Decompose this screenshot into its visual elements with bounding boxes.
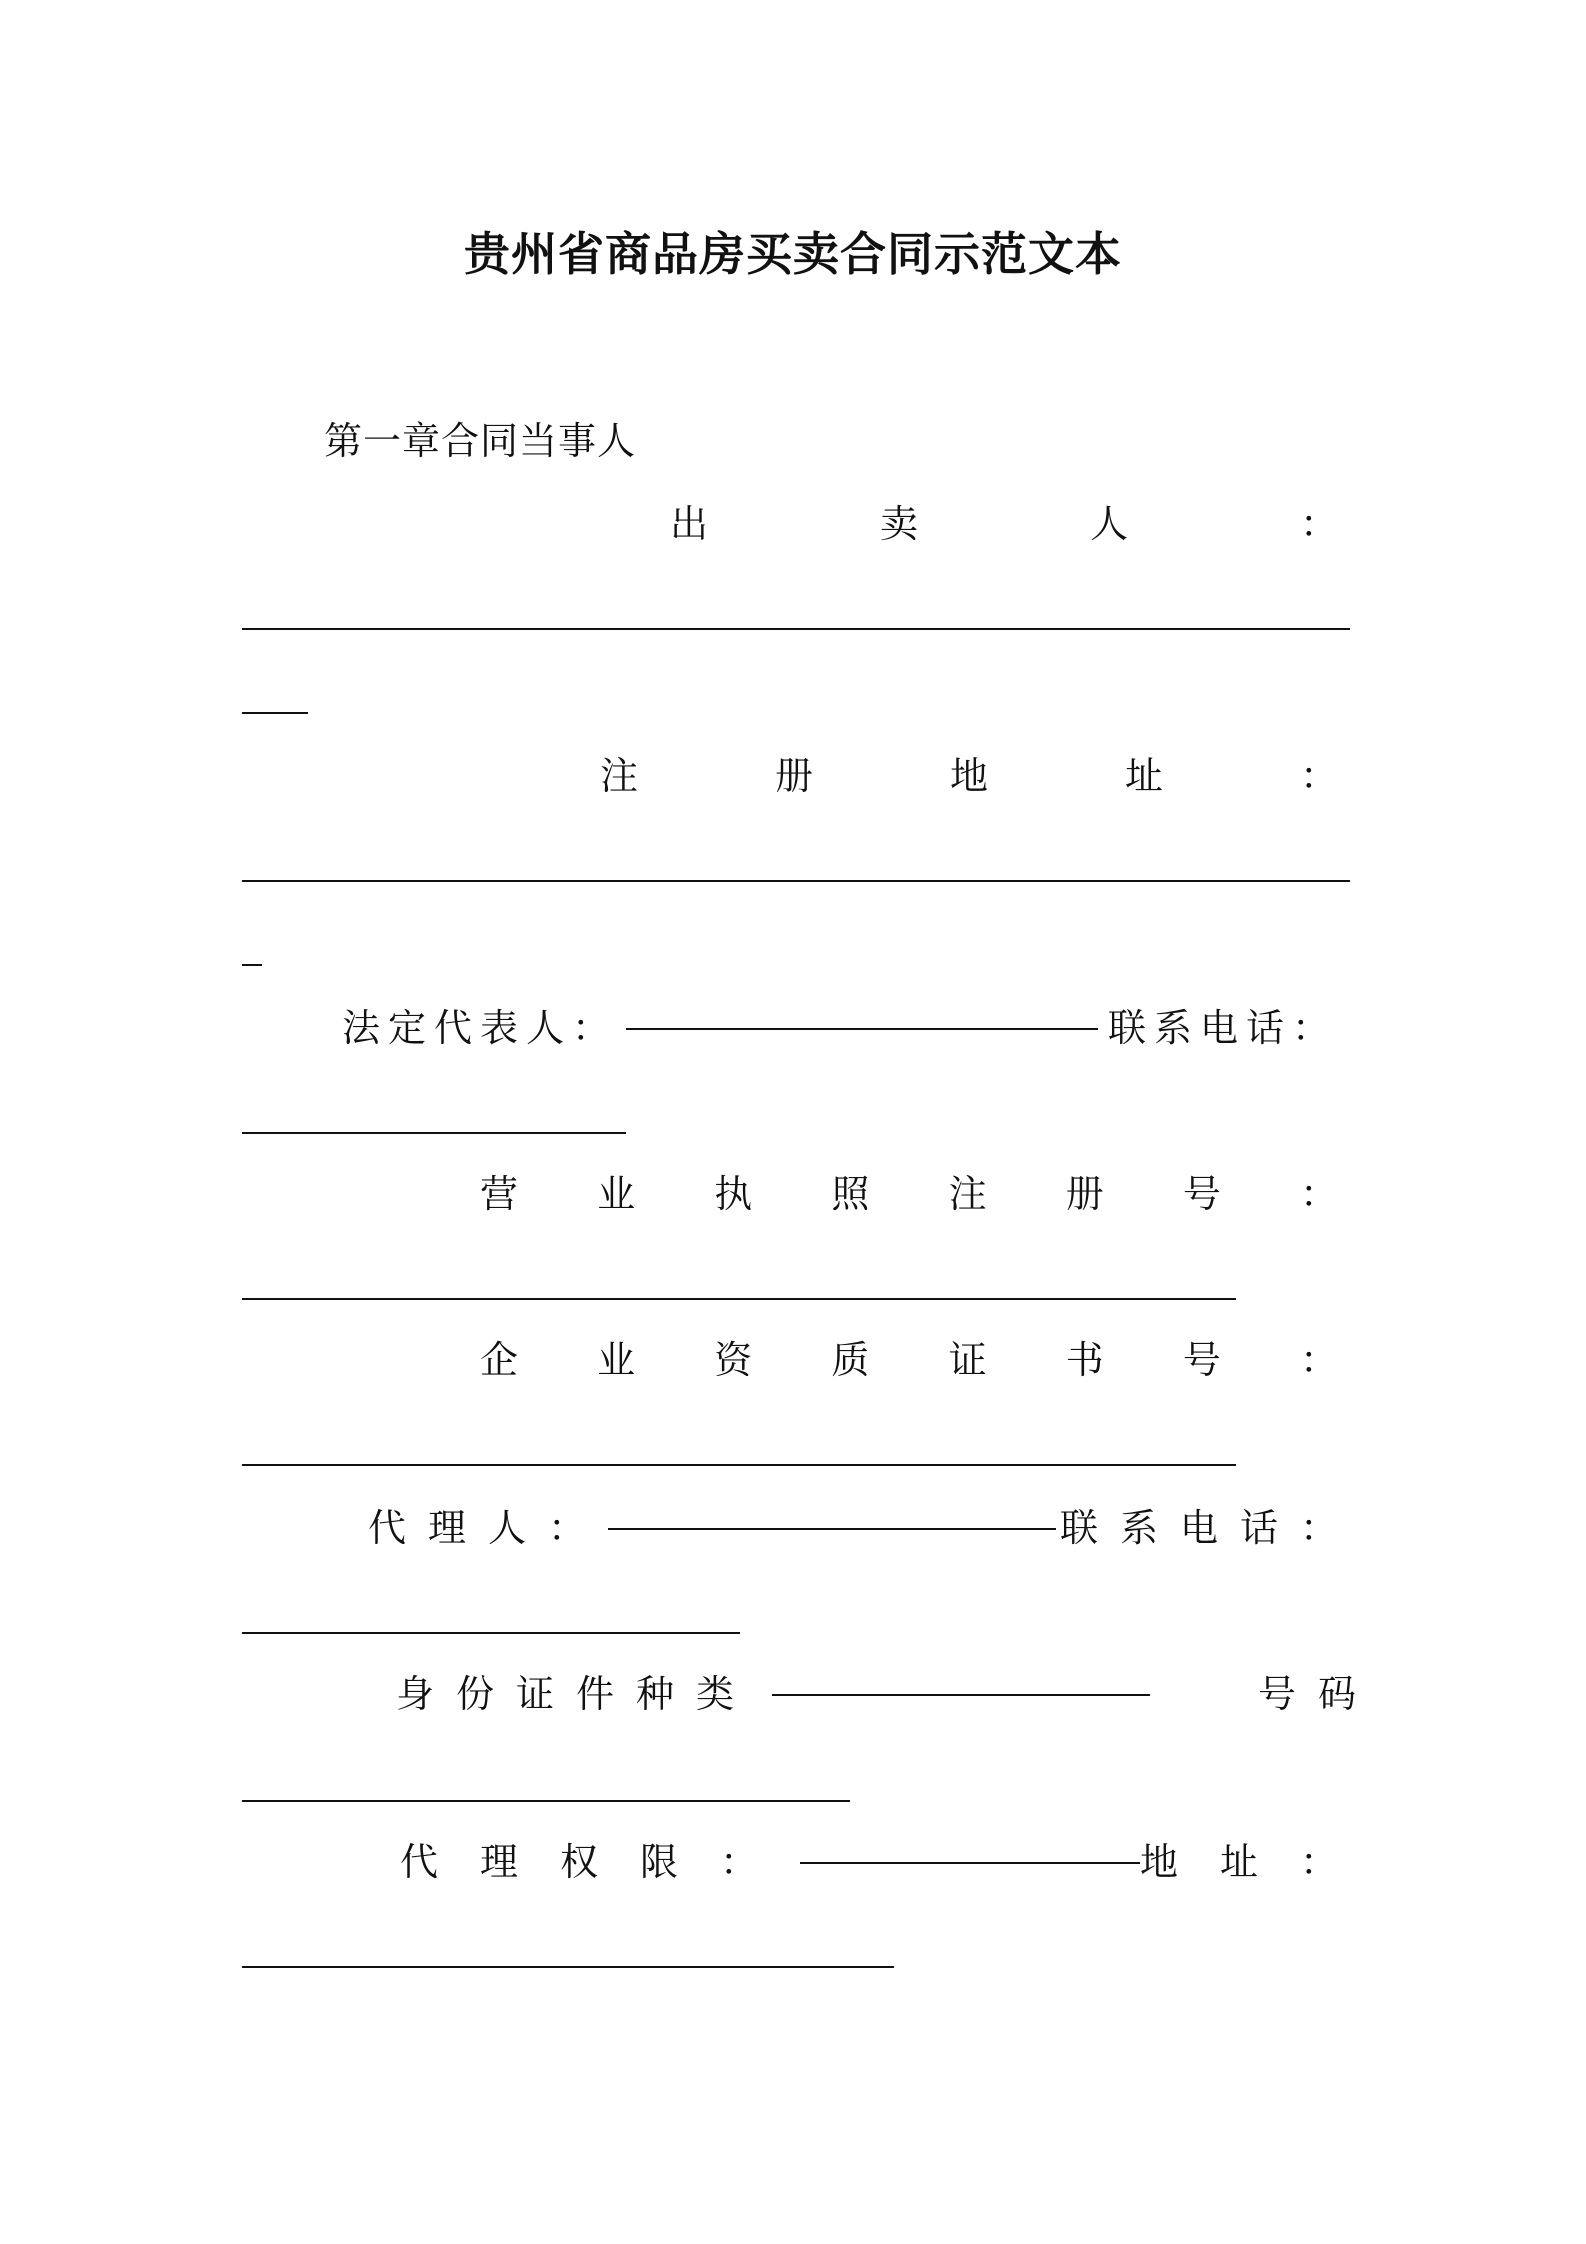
registered-address-blank-line-continued[interactable] (242, 964, 262, 966)
registered-address-label-char: 注 (600, 753, 639, 798)
business-license-label-char: 注 (948, 1171, 987, 1216)
qualification-label-char: 业 (597, 1337, 636, 1382)
id-doc-type-blank[interactable] (772, 1694, 1150, 1696)
seller-blank-line[interactable] (242, 628, 1350, 630)
business-license-label-char: 号 (1182, 1171, 1221, 1216)
legal-rep-label: 法定代表人： (342, 1005, 619, 1050)
qualification-label-char: 质 (831, 1337, 870, 1382)
business-license-label-row (480, 1160, 1338, 1220)
agent-label: 代理人： (368, 1505, 609, 1550)
agent-blank[interactable] (608, 1528, 1056, 1530)
seller-label-char: 卖 (879, 501, 918, 546)
legal-rep-row (342, 994, 1338, 1054)
qualification-label-char: 书 (1065, 1337, 1104, 1382)
legal-rep-phone-blank[interactable] (242, 1132, 626, 1134)
registered-address-label-char: 地 (949, 753, 988, 798)
registered-address-label-char: 址 (1124, 753, 1163, 798)
business-license-blank-line[interactable] (242, 1298, 1236, 1300)
business-license-label-char: 照 (831, 1171, 870, 1216)
agent-row (368, 1494, 1360, 1554)
authority-label: 代理权限： (400, 1839, 801, 1884)
document-title: 贵州省商品房买卖合同示范文本 (464, 227, 1122, 281)
registered-address-label-char: ： (1299, 753, 1338, 798)
id-doc-number-blank[interactable] (242, 1800, 850, 1802)
business-license-label-char: 执 (714, 1171, 753, 1216)
business-license-label-char: 营 (480, 1171, 519, 1216)
qualification-label-char: 企 (480, 1337, 519, 1382)
qualification-label-char: ： (1299, 1337, 1338, 1382)
legal-rep-phone-label: 联系电话： (1107, 1005, 1338, 1050)
chapter-heading: 第一章合同当事人 (324, 419, 637, 463)
seller-label-char: ： (1299, 501, 1338, 546)
qualification-label-row (480, 1326, 1338, 1386)
agent-phone-label: 联系电话： (1059, 1505, 1360, 1550)
business-license-label-char: 业 (597, 1171, 636, 1216)
registered-address-label-row (600, 742, 1338, 802)
id-doc-label: 身份证件种类 (396, 1671, 757, 1716)
legal-rep-blank[interactable] (626, 1028, 1098, 1030)
seller-label-row (670, 490, 1338, 550)
business-license-label-char: ： (1299, 1171, 1338, 1216)
id-doc-row (396, 1660, 1378, 1720)
registered-address-blank-line[interactable] (242, 880, 1350, 882)
authority-blank[interactable] (800, 1862, 1140, 1864)
qualification-label-char: 资 (714, 1337, 753, 1382)
agent-phone-blank[interactable] (242, 1632, 740, 1634)
qualification-label-char: 证 (948, 1337, 987, 1382)
seller-label-char: 人 (1089, 501, 1128, 546)
seller-label-char: 出 (670, 501, 709, 546)
authority-address-label: 地址： (1139, 1839, 1380, 1884)
registered-address-label-char: 册 (774, 753, 813, 798)
qualification-blank-line[interactable] (242, 1464, 1236, 1466)
qualification-label-char: 号 (1182, 1337, 1221, 1382)
authority-row (400, 1828, 1380, 1888)
id-doc-number-label: 号码 (1257, 1671, 1378, 1716)
authority-address-blank[interactable] (242, 1966, 894, 1968)
seller-blank-line-continued[interactable] (242, 712, 308, 714)
business-license-label-char: 册 (1065, 1171, 1104, 1216)
